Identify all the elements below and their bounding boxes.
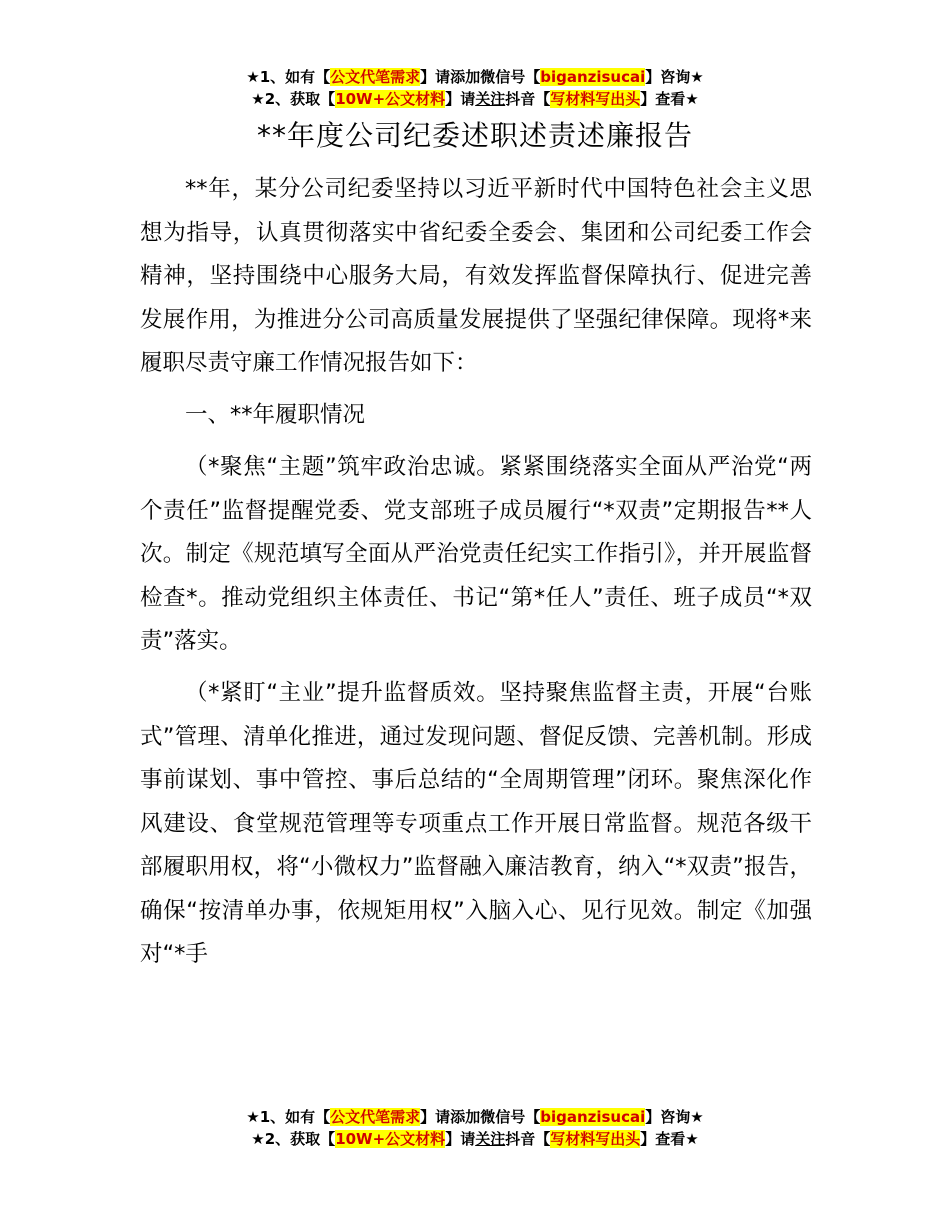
highlight-wechat-id: biganzisucai: [540, 68, 646, 86]
paragraph-political-loyalty: （*聚焦“主题”筑牢政治忠诚。紧紧围绕落实全面从严治党“两个责任”监督提醒党委、党支部班子成员履行“*双责”定期报告**人次。制定《规范填写全面从严治党责任纪实工作指引》，并开展监督检查*。推动党组织主体责任、书记“第*任人”责任、班子成员“*双责”落实。: [140, 454, 812, 654]
banner-line-2: ★2、获取【10W+公文材料】请关注抖音【写材料写出头】查看★: [251, 1130, 699, 1148]
document-title: **年度公司纪委述职述责述廉报告: [256, 119, 693, 152]
top-banner: [0, 66, 950, 110]
highlight-service: 公文代笔需求: [330, 68, 421, 86]
paragraph-supervision-quality: （*紧盯“主业”提升监督质效。坚持聚焦监督主责，开展“台账式”管理、清单化推进，通过发现问题、督促反馈、完善机制。形成事前谋划、事中管控、事后总结的“全周期管理”闭环。聚焦深化作风建设、食堂规范管理等专项重点工作开展日常监督。规范各级干部履职用权，将“小微权力”监督融入廉洁教育，纳入“*双责”报告，确保“按清单办事，依规矩用权”入脑入心、见行见效。制定《加强对“*手: [140, 680, 812, 967]
banner-line-1: ★1、如有【公文代笔需求】请添加微信号【biganzisucai】咨询★: [246, 1108, 704, 1126]
section-heading: 一、**年履职情况: [185, 402, 366, 428]
highlight-wechat-id: biganzisucai: [540, 1108, 646, 1126]
paragraph-intro: **年，某分公司纪委坚持以习近平新时代中国特色社会主义思想为指导，认真贯彻落实中省纪委全委会、集团和公司纪委工作会精神，坚持围绕中心服务大局，有效发挥监督保障执行、促进完善发展作用，为推进分公司高质量发展提供了坚强纪律保障。现将*来履职尽责守廉工作情况报告如下：: [140, 176, 812, 376]
document-body: [140, 168, 812, 977]
banner-line-2: ★2、获取【10W+公文材料】请关注抖音【写材料写出头】查看★: [251, 90, 699, 108]
highlight-service: 公文代笔需求: [330, 1108, 421, 1126]
highlight-douyin-account: 写材料写出头: [550, 90, 641, 108]
banner-line-1: ★1、如有【公文代笔需求】请添加微信号【biganzisucai】咨询★: [246, 68, 704, 86]
highlight-materials: 10W+公文材料: [335, 1130, 446, 1148]
highlight-materials: 10W+公文材料: [335, 90, 446, 108]
highlight-douyin-account: 写材料写出头: [550, 1130, 641, 1148]
bottom-banner: [0, 1106, 950, 1150]
